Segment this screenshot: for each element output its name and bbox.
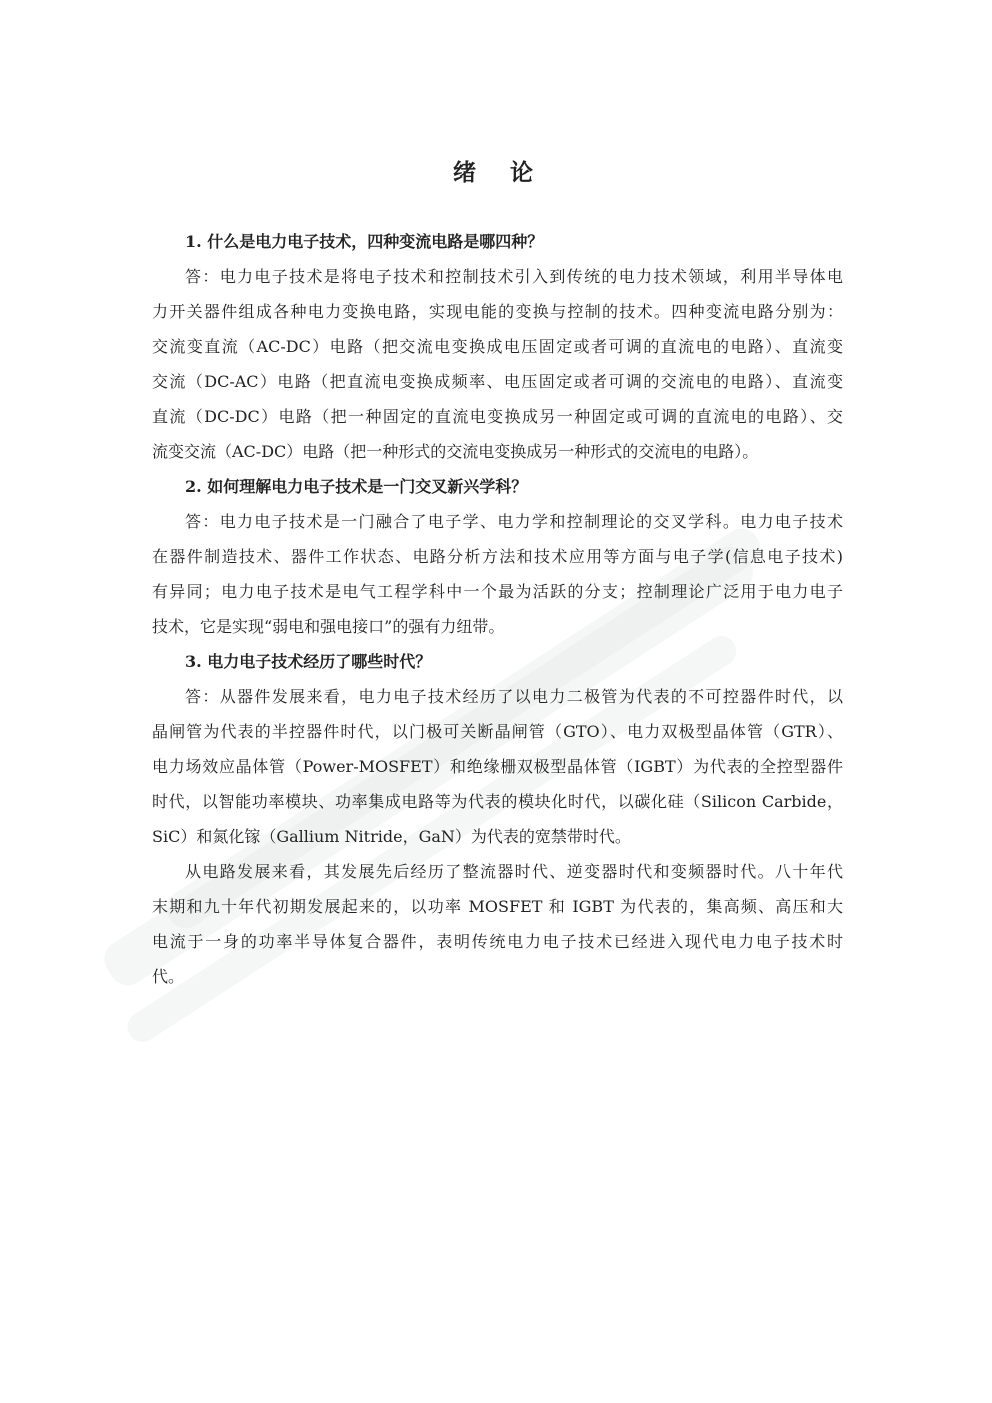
heading-text: 1. 什么是电力电子技术，四种变流电路是哪四种？ xyxy=(185,232,544,251)
answer-paragraph xyxy=(152,259,843,469)
page-title: 绪 论 xyxy=(452,159,539,186)
answer-paragraph xyxy=(152,854,843,994)
answer-paragraph xyxy=(152,504,843,644)
paragraph-line: 交流变直流（AC-DC）电路（把交流电变换成电压固定或者可调的直流电的电路）、直流变 xyxy=(152,337,843,356)
heading-text: 2. 如何理解电力电子技术是一门交叉新兴学科？ xyxy=(185,477,528,496)
answer-paragraph xyxy=(152,679,843,854)
paragraph-line: 流变交流（AC-DC）电路（把一种形式的交流电变换成另一种形式的交流电的电路）。 xyxy=(152,442,759,461)
paragraph-line: 从电路发展来看，其发展先后经历了整流器时代、逆变器时代和变频器时代。八十年代 xyxy=(185,862,843,881)
question-heading xyxy=(152,644,843,679)
paragraph-line: 电流于一身的功率半导体复合器件，表明传统电力电子技术已经进入现代电力电子技术时 xyxy=(152,932,843,951)
paragraph-line: 电力场效应晶体管（Power-MOSFET）和绝缘栅双极型晶体管（IGBT）为代表的全控型器件 xyxy=(152,757,843,776)
paragraph-line: 交流（DC-AC）电路（把直流电变换成频率、电压固定或者可调的交流电的电路）、直流变 xyxy=(152,372,843,391)
paragraph-line: 时代，以智能功率模块、功率集成电路等为代表的模块化时代，以碳化硅（Silicon Carbide， xyxy=(152,792,843,811)
paragraph-line: 有异同；电力电子技术是电气工程学科中一个最为活跃的分支；控制理论广泛用于电力电子 xyxy=(152,582,843,601)
question-heading xyxy=(152,469,843,504)
paragraph-line: 答：电力电子技术是将电子技术和控制技术引入到传统的电力技术领域，利用半导体电 xyxy=(185,267,843,286)
paragraph-line: 在器件制造技术、器件工作状态、电路分析方法和技术应用等方面与电子学(信息电子技术) xyxy=(152,547,843,566)
paragraph-line: 力开关器件组成各种电力变换电路，实现电能的变换与控制的技术。四种变流电路分别为： xyxy=(152,302,843,321)
paragraph-line: 答：电力电子技术是一门融合了电子学、电力学和控制理论的交叉学科。电力电子技术 xyxy=(185,512,843,531)
body-text xyxy=(152,224,843,994)
paragraph-line: 晶闸管为代表的半控器件时代，以门极可关断晶闸管（GTO）、电力双极型晶体管（GTR）、 xyxy=(152,722,843,741)
heading-text: 3. 电力电子技术经历了哪些时代？ xyxy=(185,652,432,671)
paragraph-line: 代。 xyxy=(152,967,185,986)
paragraph-line: 末期和九十年代初期发展起来的，以功率 MOSFET 和 IGBT 为代表的，集高频、高压和大 xyxy=(152,897,843,916)
question-heading xyxy=(152,224,843,259)
paragraph-line: 技术，它是实现“弱电和强电接口”的强有力纽带。 xyxy=(152,617,505,636)
paragraph-line: SiC）和氮化镓（Gallium Nitride，GaN）为代表的宽禁带时代。 xyxy=(152,827,631,846)
paragraph-line: 直流（DC-DC）电路（把一种固定的直流电变换成另一种固定或可调的直流电的电路）、交 xyxy=(152,407,843,426)
paragraph-line: 答：从器件发展来看，电力电子技术经历了以电力二极管为代表的不可控器件时代，以 xyxy=(185,687,843,706)
